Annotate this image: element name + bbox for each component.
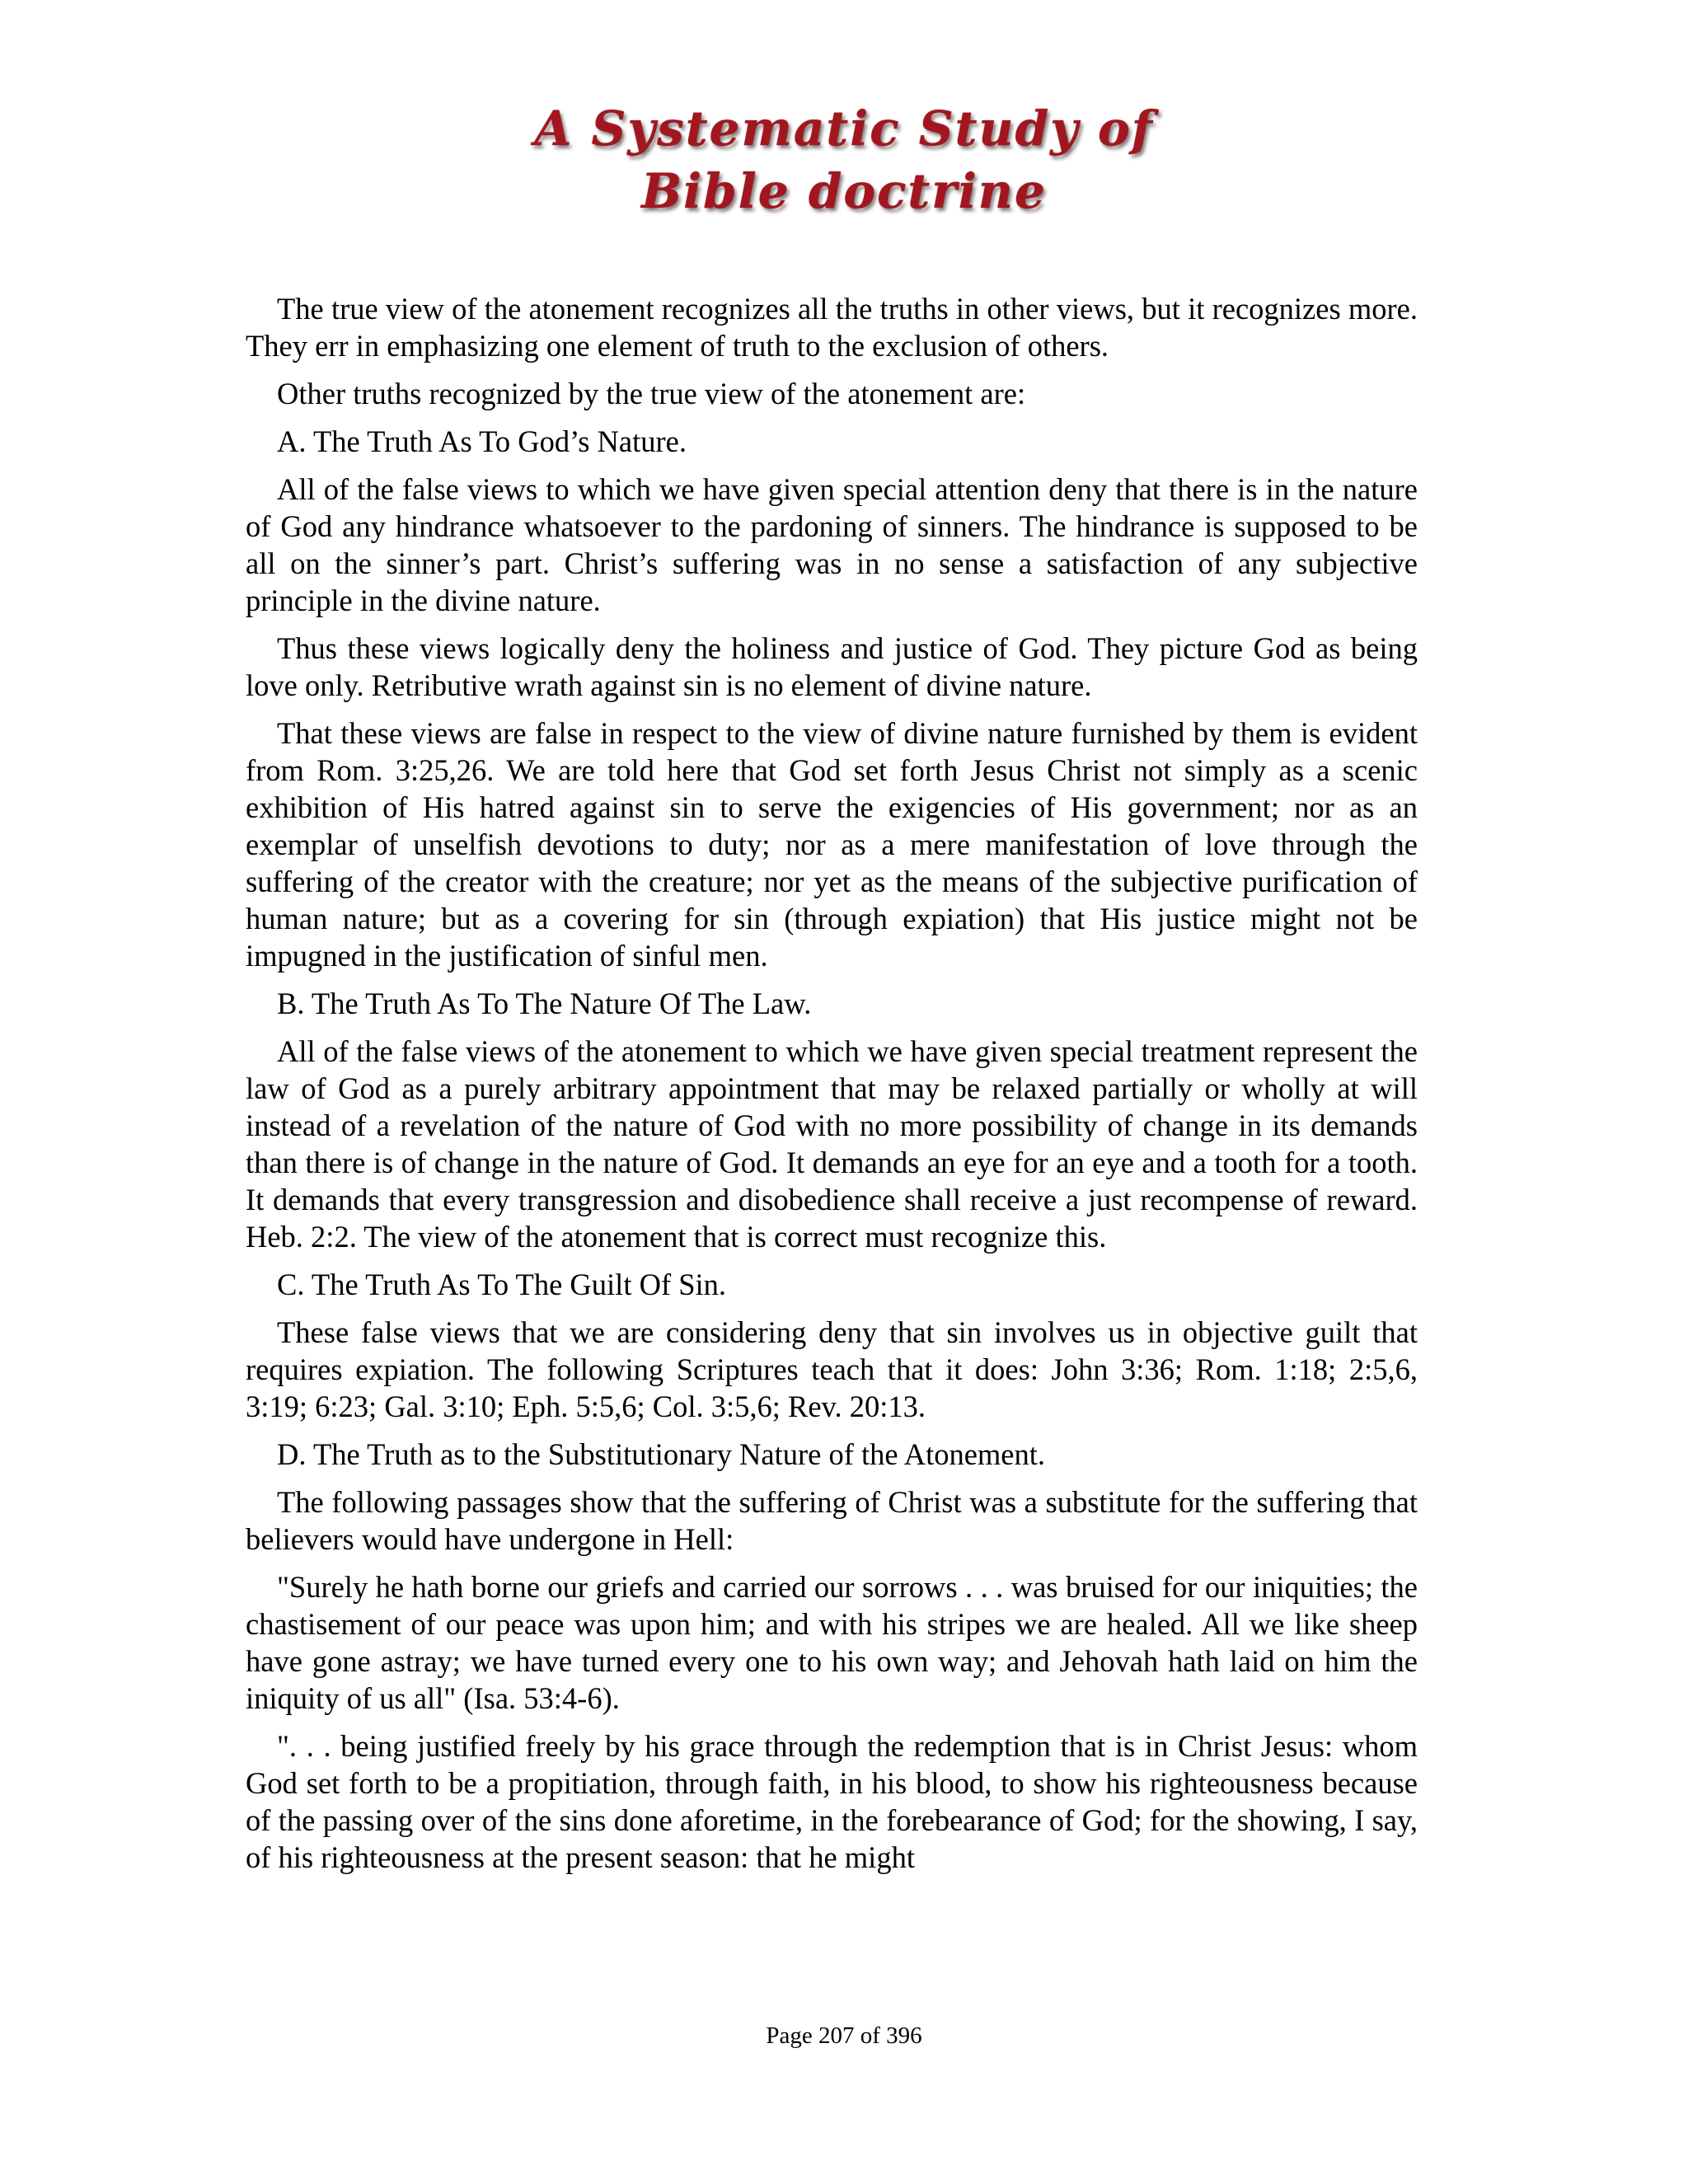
section-heading-a: A. The Truth As To God’s Nature. — [277, 424, 687, 458]
paragraph-intro: The true view of the atonement recognizes all the truths in other views, but it recognizes more. They err in emphasizing one element of truth to the exclusion of others. — [246, 292, 1418, 363]
paragraph-other-truths: Other truths recognized by the true view of the atonement are: — [277, 377, 1026, 410]
book-title-banner — [0, 97, 1688, 223]
section-heading-c: C. The Truth As To The Guilt Of Sin. — [277, 1268, 727, 1301]
section-heading-b: B. The Truth As To The Nature Of The Law. — [277, 987, 812, 1020]
paragraph-guilt-of-sin: These false views that we are considering deny that sin involves us in objective guilt that requires expiation. The following Scriptures teach that it does: John 3:36; Rom. 1:18; 2:5,6, 3:19; 6:23; Gal. 3:10; Eph. 5:5,6; Col. 3:5,6; Rev. 20:13. — [246, 1315, 1418, 1423]
paragraph-rom-3-25: That these views are false in respect to the view of divine nature furnished by them is evident from Rom. 3:25,26. We are told here that God set forth Jesus Christ not simply as a scenic exhibition of His hatred against sin to serve the exigencies of His government; nor as an exemplar of unselfish devotions to duty; nor as a mere manifestation of love through the suffering of the creator with the creature; nor yet as the means of the subjective purification of human nature; but as a covering for sin (through expiation) that His justice might not be impugned in the justification of sinful men. — [246, 716, 1418, 972]
quote-romans-3: ". . . being justified freely by his grace through the redemption that is in Christ Jesus: whom God set forth to be a propitiation, through faith, in his blood, to show his righteousness because of the passing over of the sins done aforetime, in the forebearance of God; for the showing, I say, of his righteousness at the present season: that he might — [246, 1729, 1418, 1874]
paragraph-substitution-intro: The following passages show that the suffering of Christ was a substitute for the suffering that believers would have undergone in Hell: — [246, 1485, 1418, 1556]
page-number: Page 207 of 396 — [766, 2022, 922, 2049]
paragraph-nature-of-law: All of the false views of the atonement to which we have given special treatment represent the law of God as a purely arbitrary appointment that may be relaxed partially or wholly at will instead of a revelation of the nature of God with no more possibility of change in its demands than there is of change in the nature of God. It demands an eye for an eye and a tooth for a tooth. It demands that every transgression and disobedience shall receive a just recompense of reward. Heb. 2:2. The view of the atonement that is correct must recognize this. — [246, 1034, 1418, 1254]
paragraph-holiness-justice: Thus these views logically deny the holiness and justice of God. They picture God as being love only. Retributive wrath against sin is no element of divine nature. — [246, 631, 1418, 702]
section-heading-d: D. The Truth as to the Substitutionary Nature of the Atonement. — [277, 1437, 1046, 1471]
book-title-line-1: A Systematic Study of — [534, 101, 1154, 157]
paragraph-false-views-nature: All of the false views to which we have given special attention deny that there is in the nature of God any hindrance whatsoever to the pardoning of sinners. The hindrance is supposed to be all on the sinner’s part. Christ’s suffering was in no sense a satisfaction of any subjective principle in the divine nature. — [246, 472, 1418, 617]
page-body — [246, 290, 1418, 1886]
quote-isaiah-53: "Surely he hath borne our griefs and carried our sorrows . . . was bruised for our iniquities; the chastisement of our peace was upon him; and with his stripes we are healed. All we like sheep have gone astray; we have turned every one to his own way; and Jehovah hath laid on him the iniquity of us all" (Isa. 53:4-6). — [246, 1570, 1418, 1715]
book-title-line-2: Bible doctrine — [641, 163, 1047, 219]
